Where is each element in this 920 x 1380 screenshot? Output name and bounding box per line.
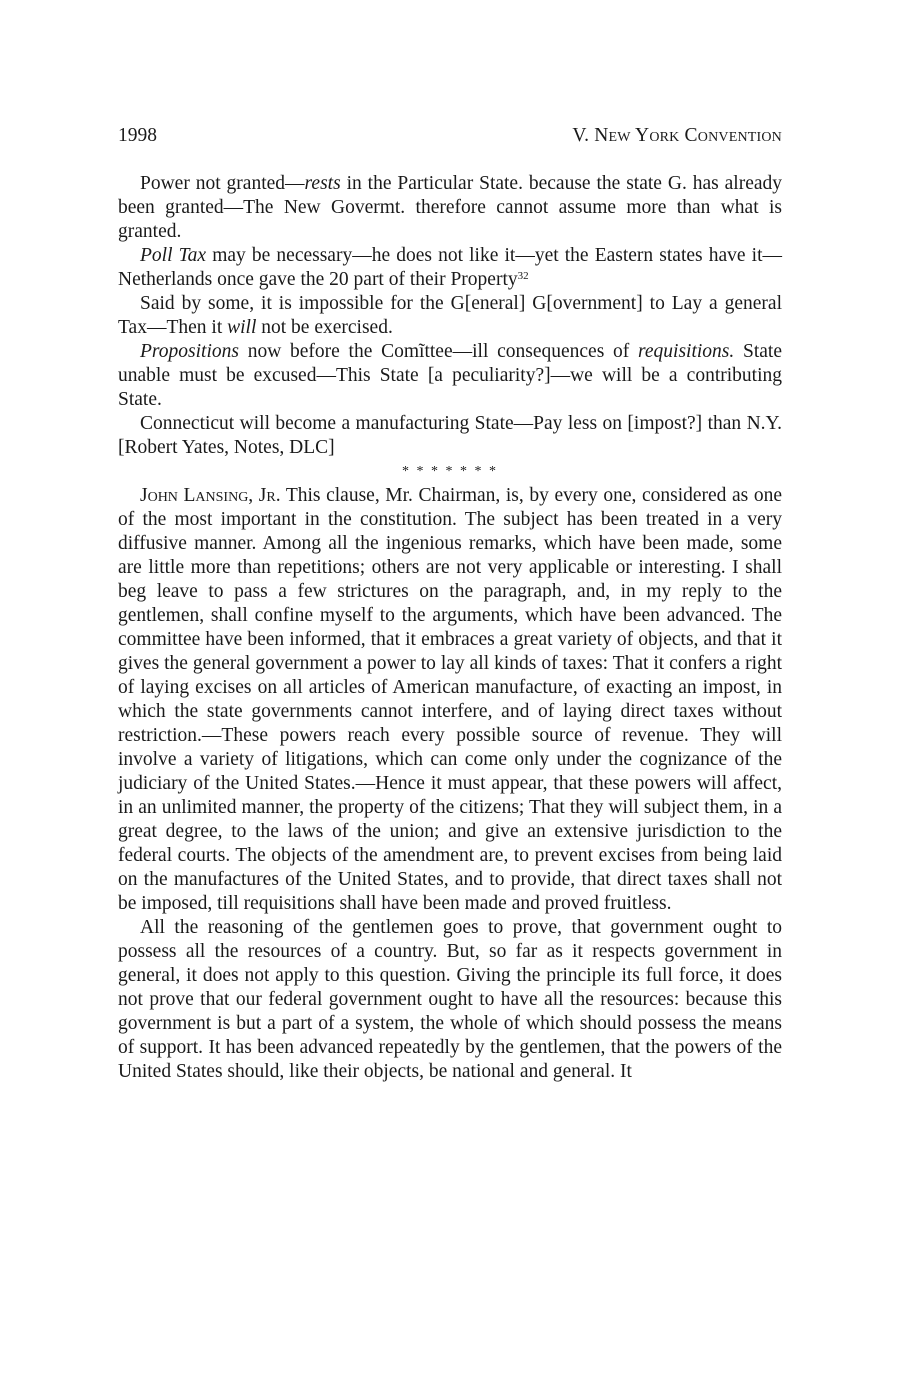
italic-text: rests <box>304 173 341 194</box>
speaker-name: John Lansing, Jr. <box>140 485 281 506</box>
text-run: in the Particular State. because the state G. has already been granted—The New Govermt. therefore cannot assume more than what is granted. <box>118 173 783 242</box>
text-run: State unable must be excused—This State [a peculiarity?]—we will be a contributing State. <box>118 341 782 410</box>
text-run: not be exercised. <box>256 317 393 338</box>
footnote-ref: 32 <box>517 270 529 282</box>
section-separator: * * * * * * * <box>402 464 498 479</box>
notes-paragraph: Connecticut will become a manufacturing State—Pay less on [impost?] than N.Y. [Robert Yates, Notes, DLC] <box>118 413 782 458</box>
page-number: 1998 <box>118 125 157 146</box>
italic-text: Poll Tax <box>140 245 207 266</box>
notes-paragraph <box>118 172 782 244</box>
running-title: V. New York Convention <box>572 125 782 146</box>
italic-text: will <box>227 317 257 338</box>
notes-paragraph <box>118 292 782 340</box>
text-run: This clause, Mr. Chairman, is, by every one, considered as one of the most important in the constitution. The subject has been treated in a very diffusive manner. Among all the ingenious remarks, which have been made, some are little more than repetitions; others are not very applicable or interesting. I shall beg leave to pass a few strictures on the paragraph, and, in my reply to the gentlemen, shall confine myself to the arguments, which have been advanced. The committee have been informed, that it embraces a great variety of objects, and that it gives the general government a power to lay all kinds of taxes: That it confers a right of laying excises on all articles of American manufacture, of exacting an impost, in which the state governments cannot interfere, and of laying direct taxes without restriction.—These powers reach every possible source of revenue. They will involve a variety of litigations, which can come only under the cognizance of the judiciary of the United States.—Hence it must appear, that these powers will affect, in an unlimited manner, the property of the citizens; That they will subject them, in a great degree, to the laws of the union; and give an extensive jurisdiction to the federal courts. The objects of the amendment are, to prevent excises from being laid on the manufactures of the United States, and to provide, that direct taxes shall not be imposed, till requisitions shall have been made and proved fruitless. <box>118 485 783 914</box>
text-run: may be necessary—he does not like it—yet the Eastern states have it—Netherlands once gave the 20 part of their Property <box>118 245 782 290</box>
page-header <box>118 124 782 148</box>
document-page <box>118 124 782 1084</box>
speech-paragraph: All the reasoning of the gentlemen goes to prove, that government ought to possess all the resources of a country. But, so far as it respects government in general, it does not apply to this question. Giving the principle its full force, it does not prove that our federal government ought to have all the resources: because this government is but a part of a system, the whole of which should possess the means of support. It has been advanced repeatedly by the gentlemen, that the powers of the United States should, like their objects, be national and general. It <box>118 917 782 1082</box>
italic-text: requisitions. <box>638 341 735 362</box>
body-text <box>118 172 782 1084</box>
speech-paragraph <box>118 484 782 916</box>
notes-paragraph <box>118 340 782 412</box>
text-run: now before the Comĩttee—ill consequences of <box>238 341 639 362</box>
text-run: Said by some, it is impossible for the G[eneral] G[overnment] to Lay a general Tax—Then it <box>118 293 782 338</box>
text-run: Power not granted— <box>140 173 305 194</box>
italic-text: Propositions <box>140 341 239 362</box>
notes-paragraph <box>118 244 782 292</box>
